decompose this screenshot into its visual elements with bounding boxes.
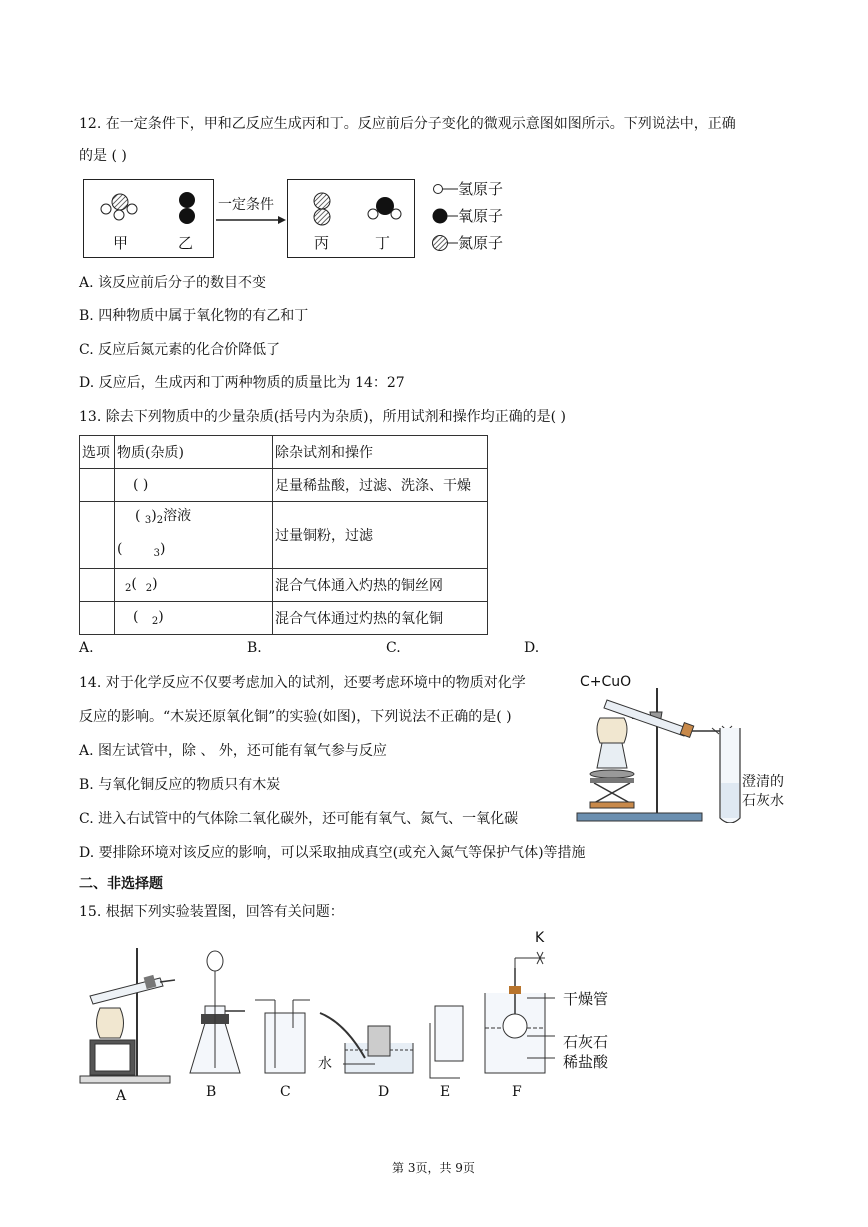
page-footer: 第 3页，共 9页 — [392, 1161, 475, 1175]
legend-nitrogen: 氮原子 — [458, 234, 504, 252]
q15-stem: 15. 根据下列实验装置图，回答有关问题： — [79, 904, 344, 920]
label-drying-tube: 干燥管 — [563, 990, 609, 1008]
arrow-condition-label: 一定条件 — [218, 197, 274, 213]
label-d: D — [378, 1084, 390, 1100]
row4-sub-b: ) — [158, 609, 164, 625]
label-water: 水 — [318, 1056, 332, 1072]
row2-sub-line1c: 溶液 — [163, 508, 192, 524]
figure-label-limewater-2: 石灰水 — [742, 793, 784, 809]
row2-sub-sub2: 2 — [156, 515, 164, 526]
header-option: 选项 — [80, 436, 115, 469]
row2-sub-line1a: ( — [135, 508, 145, 524]
label-c: C — [280, 1084, 291, 1100]
table-header-row — [80, 436, 488, 469]
row4-option — [80, 602, 115, 635]
header-substance: 物质(杂质) — [115, 436, 273, 469]
row2-sub-line2b: ) — [160, 541, 166, 557]
section-title: 二、非选择题 — [79, 876, 163, 892]
label-yi: 乙 — [178, 234, 194, 252]
q13-choice-b: B. — [247, 640, 262, 656]
row3-sub1: 2 — [125, 583, 132, 594]
row3-option — [80, 569, 115, 602]
table-row — [80, 602, 488, 635]
label-a: A — [116, 1088, 127, 1104]
label-limestone: 石灰石 — [563, 1033, 609, 1051]
q12-stem-line2: 的是 ( ) — [79, 148, 127, 164]
q13-choice-d: D. — [524, 640, 540, 656]
row2-method: 过量铜粉，过滤 — [273, 502, 488, 569]
row3-sub-b: ) — [152, 576, 158, 592]
row4-sub1: 2 — [151, 616, 159, 627]
q14-option-d: D. 要排除环境对该反应的影响，可以采取抽成真空(或充入氮气等保护气体)等措施 — [79, 845, 586, 861]
lab-apparatus-figure — [75, 928, 635, 1098]
row3-substance — [115, 569, 273, 602]
q14-option-b: B. 与氧化铜反应的物质只有木炭 — [79, 777, 281, 793]
row1-option — [80, 469, 115, 502]
figure-label-c-cuo: C+CuO — [580, 674, 632, 690]
label-hcl: 稀盐酸 — [563, 1053, 609, 1071]
row2-sub-line2a: ( — [117, 541, 127, 557]
legend-icons — [430, 179, 460, 255]
q13-choice-a: A. — [79, 640, 94, 656]
product-molecules-figure — [287, 179, 415, 258]
row3-sub2: 2 — [145, 583, 153, 594]
label-bing: 丙 — [314, 234, 330, 252]
q12-option-a: A. 该反应前后分子的数目不变 — [79, 275, 267, 291]
label-f: F — [512, 1084, 522, 1100]
q13-table — [79, 435, 488, 635]
header-method: 除杂试剂和操作 — [273, 436, 488, 469]
row2-sub-line1b: ) — [151, 508, 157, 524]
row1-method: 足量稀盐酸，过滤、洗涤、干燥 — [273, 469, 488, 502]
legend-hydrogen: 氢原子 — [458, 180, 504, 198]
q13-stem: 13. 除去下列物质中的少量杂质(括号内为杂质)，所用试剂和操作均正确的是( ) — [79, 409, 567, 425]
table-row — [80, 469, 488, 502]
q12-option-c: C. 反应后氮元素的化合价降低了 — [79, 342, 281, 358]
q12-stem-line1: 12. 在一定条件下，甲和乙反应生成丙和丁。反应前后分子变化的微观示意图如图所示。下列说法中，正确 — [79, 116, 736, 132]
row4-substance — [115, 602, 273, 635]
q13-choice-c: C. — [386, 640, 401, 656]
q14-stem-line2: 反应的影响。“木炭还原氧化铜”的实验(如图)，下列说法不正确的是( ) — [79, 709, 512, 725]
row4-method: 混合气体通过灼热的氧化铜 — [273, 602, 488, 635]
label-b: B — [206, 1084, 217, 1100]
label-k: K — [535, 930, 545, 946]
reactant-molecules-figure — [83, 179, 214, 258]
row2-sub-sub3: 3 — [153, 548, 160, 559]
q14-option-c: C. 进入右试管中的气体除二氧化碳外，还可能有氧气、氮气、一氧化碳 — [79, 811, 519, 827]
row2-substance — [115, 502, 273, 569]
row3-sub-a: ( — [131, 576, 137, 592]
label-ding: 丁 — [375, 234, 391, 252]
table-row — [80, 502, 488, 569]
legend-oxygen: 氧原子 — [458, 207, 504, 225]
row3-method: 混合气体通入灼热的铜丝网 — [273, 569, 488, 602]
label-jia: 甲 — [113, 234, 129, 252]
row1-substance: ( ) — [115, 469, 273, 502]
q14-option-a: A. 图左试管中，除 、 外，还可能有氧气参与反应 — [79, 743, 387, 759]
q12-option-d: D. 反应后，生成丙和丁两种物质的质量比为 14：27 — [79, 375, 405, 391]
label-e: E — [440, 1084, 451, 1100]
row2-option — [80, 502, 115, 569]
q14-stem-line1: 14. 对于化学反应不仅要考虑加入的试剂，还要考虑环境中的物质对化学 — [79, 675, 526, 691]
row4-sub-a: ( — [133, 609, 143, 625]
table-row — [80, 569, 488, 602]
row2-sub-sub1: 3 — [144, 515, 152, 526]
q12-option-b: B. 四种物质中属于氧化物的有乙和丁 — [79, 308, 309, 324]
figure-label-limewater-1: 澄清的 — [742, 774, 784, 790]
